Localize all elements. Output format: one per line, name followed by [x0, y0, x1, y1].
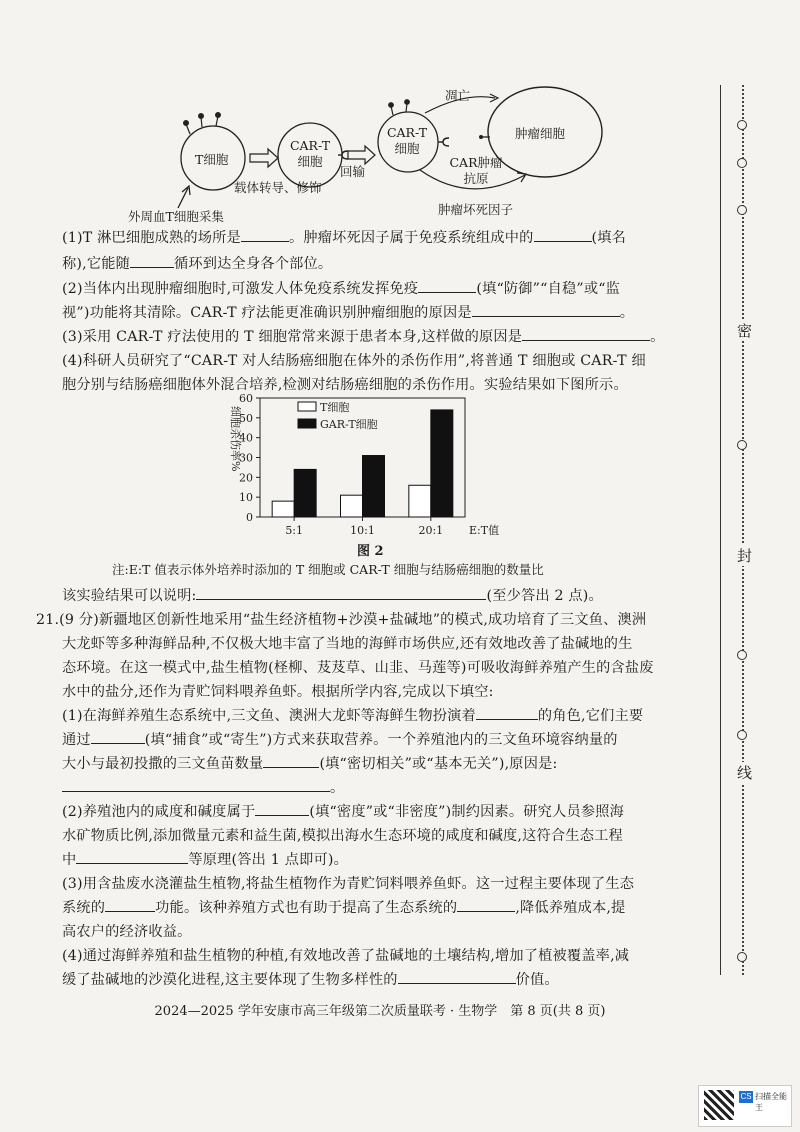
q21-line-16: 缓了盐碱地的沙漠化进程,这主要体现了生物多样性的 价值。 [62, 969, 559, 989]
qr-code-icon [704, 1090, 734, 1120]
q21-line-8: 。 [62, 777, 344, 797]
legend-swatch [298, 419, 316, 428]
q21-line-14: 高农户的经济收益。 [62, 924, 192, 940]
q21-line-13: 系统的 功能。该种养殖方式也有助于提高了生态系统的 ,降低养殖成本,提 [62, 897, 625, 917]
legend-label: T细胞 [320, 401, 350, 414]
y-tick-label: 60 [239, 392, 253, 405]
q21-line-11: 中 等原理(答出 1 点即可)。 [62, 849, 348, 869]
binding-hole [737, 158, 747, 168]
cart-cell-label-2: CAR-T细胞 [386, 125, 428, 156]
figure-label: 图 2 [357, 544, 384, 559]
side-char-feng: 封 [737, 547, 753, 565]
binding-dotted-line [742, 85, 744, 975]
x-tick-label: 10:1 [350, 524, 375, 537]
car-antigen-label: CAR肿瘤抗原 [449, 155, 503, 186]
q21-line-10: 水矿物质比例,添加微量元素和益生菌,模拟出海水生态环境的咸度和碱度,这符合生态工程 [62, 828, 623, 844]
side-char-xian: 线 [737, 764, 753, 782]
q21-line-3: 态环境。在这一模式中,盐生植物(柽柳、芨芨草、山韭、马莲等)可吸收海鲜养殖产生的含盐废 [62, 660, 654, 676]
tnf-label: 肿瘤坏死因子 [438, 202, 514, 217]
q20-line-3: (2)当体内出现肿瘤细胞时,可激发人体免疫系统发挥免疫 (填“防御”“自稳”或“监 [62, 278, 620, 298]
x-axis-label: E:T值 [469, 524, 500, 537]
q21-line-6: 通过 (填“捕食”或“寄生”)方式来获取营养。一个养殖池内的三文鱼环境容纳量的 [62, 729, 618, 749]
side-char-mi: 密 [737, 322, 753, 340]
apoptosis-label: 凋亡 [445, 88, 471, 103]
q21-line-4: 水中的盐分,还作为青贮饲料喂养鱼虾。根据所学内容,完成以下填空: [62, 684, 494, 700]
legend-label: GAR-T细胞 [320, 418, 378, 431]
legend-swatch [298, 402, 316, 411]
q21-line-7: 大小与最初投撒的三文鱼苗数量 (填“密切相关”或“基本无关”),原因是: [62, 753, 563, 773]
y-tick-label: 10 [239, 491, 253, 505]
page-footer: 2024—2025 学年安康市高三年级第二次质量联考 · 生物学 第 8 页(共 8 页) [154, 1004, 606, 1019]
q20-line-8: 该实验结果可以说明: (至少答出 2 点)。 [62, 585, 603, 605]
bar-car-t-2 [431, 410, 453, 517]
scanner-badge [698, 1085, 792, 1127]
t-cell-label: T细胞 [195, 152, 229, 167]
q20-line-4: 视”)功能将其清除。CAR-T 疗法能更准确识别肿瘤细胞的原因是 。 [62, 302, 634, 322]
bar-car-t-1 [363, 456, 385, 517]
bar-car-t-0 [294, 469, 316, 517]
binding-hole [737, 650, 747, 660]
q21-line-5: (1)在海鲜养殖生态系统中,三文鱼、澳洲大龙虾等海鲜生物扮演着 的角色,它们主要 [62, 705, 643, 725]
bar-t-cell-1 [341, 495, 363, 517]
q20-line-7: 胞分别与结肠癌细胞体外混合培养,检测对结肠癌细胞的杀伤作用。实验结果如下图所示。 [62, 377, 628, 393]
q20-line-1: (1)T 淋巴细胞成熟的场所是 。肿瘤坏死因子属于免疫系统组成中的 (填名 [62, 227, 626, 247]
transduce-label: 载体转导、修饰 [234, 180, 322, 195]
kill-rate-chart [218, 392, 518, 542]
y-tick-label: 50 [239, 411, 253, 425]
binding-hole [737, 730, 747, 740]
binding-hole [737, 205, 747, 215]
y-tick-label: 0 [246, 511, 253, 524]
y-tick-label: 40 [239, 431, 253, 445]
x-tick-label: 5:1 [285, 524, 304, 537]
collect-label: 外周血T细胞采集 [128, 209, 224, 224]
y-tick-label: 20 [239, 471, 253, 485]
q21-line-1: 21.(9 分)新疆地区创新性地采用“盐生经济植物+沙漠+盐碱地”的模式,成功培育了三文鱼、澳洲 [36, 612, 647, 628]
scanner-label: 扫描全能王 [755, 1092, 787, 1112]
binding-hole [737, 120, 747, 130]
q21-line-9: (2)养殖池内的咸度和碱度属于 (填“密度”或“非密度”)制约因素。研究人员参照海 [62, 801, 624, 821]
cs-logo-icon: CS [740, 1092, 752, 1101]
q20-line-5: (3)采用 CAR-T 疗法使用的 T 细胞常常来源于患者本身,这样做的原因是 。 [62, 326, 665, 346]
figure-note: 注:E:T 值表示体外培养时添加的 T 细胞或 CAR-T 细胞与结肠癌细胞的数量比 [112, 562, 544, 577]
q21-line-15: (4)通过海鲜养殖和盐生植物的种植,有效地改善了盐碱地的土壤结构,增加了植被覆盖率,减 [62, 948, 630, 964]
y-axis-label: 细胞杀伤率% [229, 406, 242, 472]
cart-cell-label-1: CAR-T细胞 [289, 138, 331, 169]
binding-solid-line [720, 85, 721, 975]
binding-hole [737, 952, 747, 962]
q21-line-2: 大龙虾等多种海鲜品种,不仅极大地丰富了当地的海鲜市场供应,还有效地改善了盐碱地的生 [62, 636, 633, 652]
x-tick-label: 20:1 [418, 524, 444, 537]
bar-t-cell-0 [272, 501, 294, 517]
infuse-label: 回输 [340, 164, 366, 179]
q20-line-2: 称),它能随 循环到达全身各个部位。 [62, 253, 332, 273]
q20-line-6: (4)科研人员研究了“CAR-T 对人结肠癌细胞在体外的杀伤作用”,将普通 T 细胞或 CAR-T 细 [62, 353, 646, 369]
y-tick-label: 30 [239, 451, 253, 465]
q21-line-12: (3)用含盐废水浇灌盐生植物,将盐生植物作为青贮饲料喂养鱼虾。这一过程主要体现了生态 [62, 876, 635, 892]
binding-hole [737, 440, 747, 450]
bar-t-cell-2 [409, 485, 431, 517]
tumor-cell-label: 肿瘤细胞 [515, 126, 566, 141]
